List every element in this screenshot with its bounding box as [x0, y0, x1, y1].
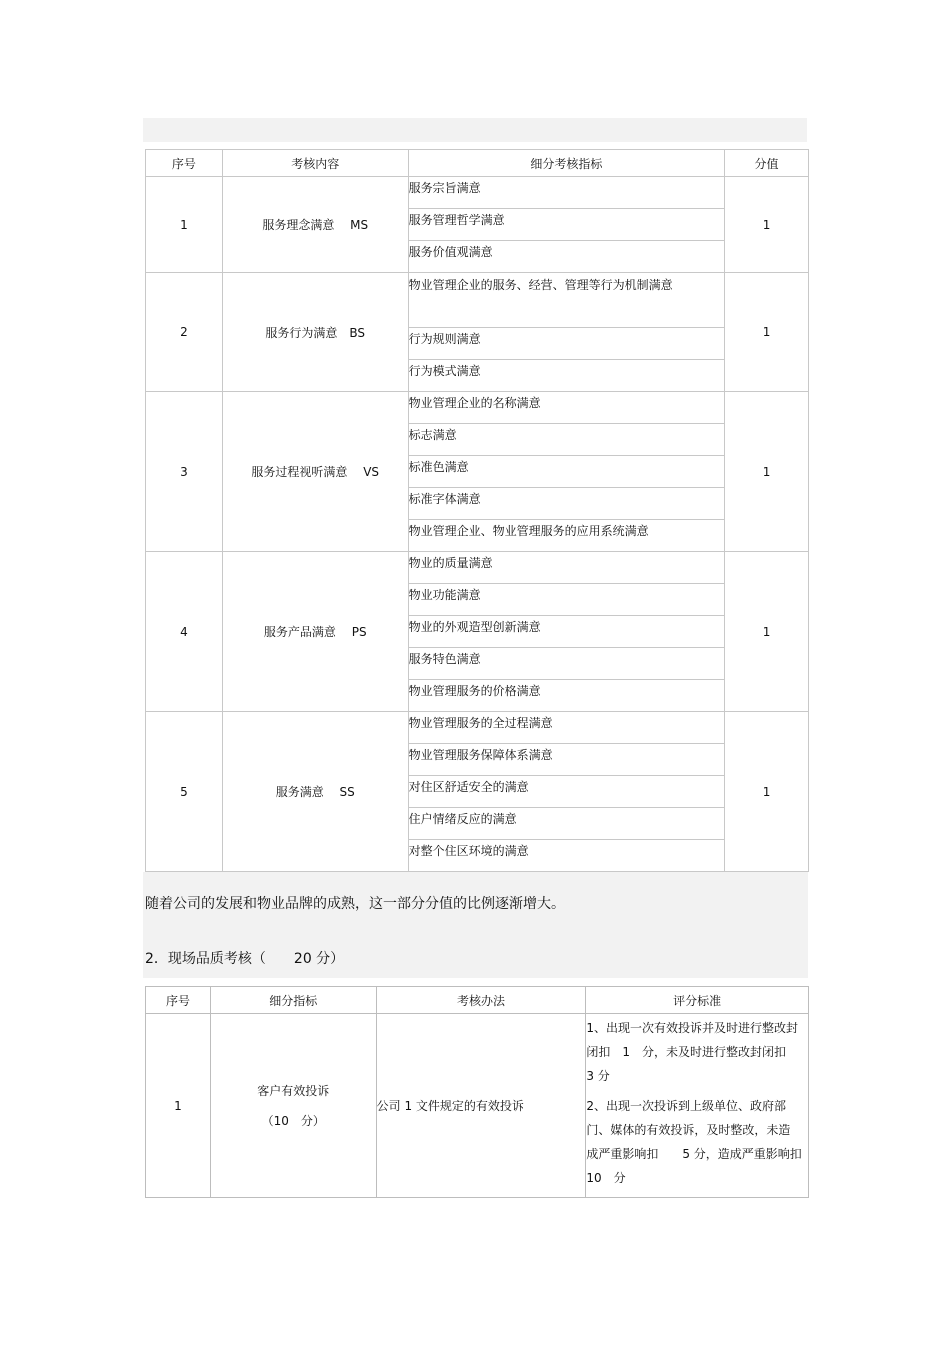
sub-indicator: 服务价值观满意 — [408, 241, 725, 273]
sub-indicator: 标准字体满意 — [408, 488, 725, 520]
sub-indicator: 服务宗旨满意 — [408, 177, 725, 209]
section-heading: 2．现场品质考核（ 20 分） — [145, 951, 345, 967]
indicator-cell — [210, 1014, 376, 1198]
sub-indicator: 标准色满意 — [408, 456, 725, 488]
score: 1 — [725, 177, 809, 273]
sub-indicator: 物业管理服务的价格满意 — [408, 680, 725, 712]
table-row — [146, 712, 809, 744]
assessment-content: 服务理念满意 MS — [222, 177, 408, 273]
sub-indicator: 物业功能满意 — [408, 584, 725, 616]
criteria-item: 1、出现一次有效投诉并及时进行整改封闭扣 1 分，未及时进行整改封闭扣 3 分 — [586, 1021, 798, 1083]
table-row — [146, 552, 809, 584]
sub-indicator: 行为规则满意 — [408, 328, 725, 360]
score: 1 — [725, 392, 809, 552]
sub-indicator: 物业管理企业、物业管理服务的应用系统满意 — [408, 520, 725, 552]
indicator-points: （10 分） — [261, 1113, 325, 1128]
header-cell: 考核内容 — [222, 150, 408, 177]
row-number: 1 — [146, 177, 223, 273]
score: 1 — [725, 552, 809, 712]
sub-indicator: 物业管理服务保障体系满意 — [408, 744, 725, 776]
score: 1 — [725, 273, 809, 392]
sub-indicator: 物业的外观造型创新满意 — [408, 616, 725, 648]
header-cell: 序号 — [146, 150, 223, 177]
sub-indicator: 服务特色满意 — [408, 648, 725, 680]
sub-indicator: 物业的质量满意 — [408, 552, 725, 584]
table-header-row — [146, 150, 809, 177]
sub-indicator: 标志满意 — [408, 424, 725, 456]
row-number: 2 — [146, 273, 223, 392]
assessment-content: 服务满意 SS — [222, 712, 408, 872]
assessment-content: 服务产品满意 PS — [222, 552, 408, 712]
sub-indicator: 对住区舒适安全的满意 — [408, 776, 725, 808]
table-header-row — [146, 987, 809, 1014]
row-number: 4 — [146, 552, 223, 712]
row-number: 3 — [146, 392, 223, 552]
score: 1 — [725, 712, 809, 872]
sub-indicator: 服务管理哲学满意 — [408, 209, 725, 241]
sub-indicator: 物业管理企业的服务、经营、管理等行为机制满意 — [408, 273, 725, 328]
sub-indicator: 行为模式满意 — [408, 360, 725, 392]
header-cell: 序号 — [146, 987, 211, 1014]
header-cell: 分值 — [725, 150, 809, 177]
row-number: 1 — [146, 1014, 211, 1198]
table-row — [146, 177, 809, 209]
header-cell: 考核办法 — [376, 987, 586, 1014]
sub-indicator: 物业管理企业的名称满意 — [408, 392, 725, 424]
header-cell: 细分指标 — [210, 987, 376, 1014]
table-row — [146, 1014, 809, 1198]
criteria-item: 2、出现一次投诉到上级单位、政府部门、媒体的有效投诉，及时整改，未造成严重影响扣 5 分，造成严重影响扣 10 分 — [586, 1099, 814, 1185]
onsite-quality-table — [145, 986, 814, 1198]
criteria-cell — [586, 1014, 814, 1198]
assessment-content: 服务过程视听满意 VS — [222, 392, 408, 552]
indicator-name: 客户有效投诉 — [257, 1083, 330, 1098]
sub-indicator: 物业管理服务的全过程满意 — [408, 712, 725, 744]
row-number: 5 — [146, 712, 223, 872]
assessment-content: 服务行为满意 BS — [222, 273, 408, 392]
body-paragraph: 随着公司的发展和物业品牌的成熟，这一部分分值的比例逐渐增大。 — [145, 896, 565, 912]
sub-indicator: 对整个住区环境的满意 — [408, 840, 725, 872]
table-row — [146, 392, 809, 424]
table-row — [146, 273, 809, 328]
header-cell: 评分标准 — [586, 987, 809, 1014]
satisfaction-table — [145, 149, 809, 872]
header-cell: 细分考核指标 — [408, 150, 725, 177]
top-shade-bar — [143, 118, 807, 142]
method-cell: 公司 1 文件规定的有效投诉 — [376, 1014, 586, 1198]
sub-indicator: 住户情绪反应的满意 — [408, 808, 725, 840]
